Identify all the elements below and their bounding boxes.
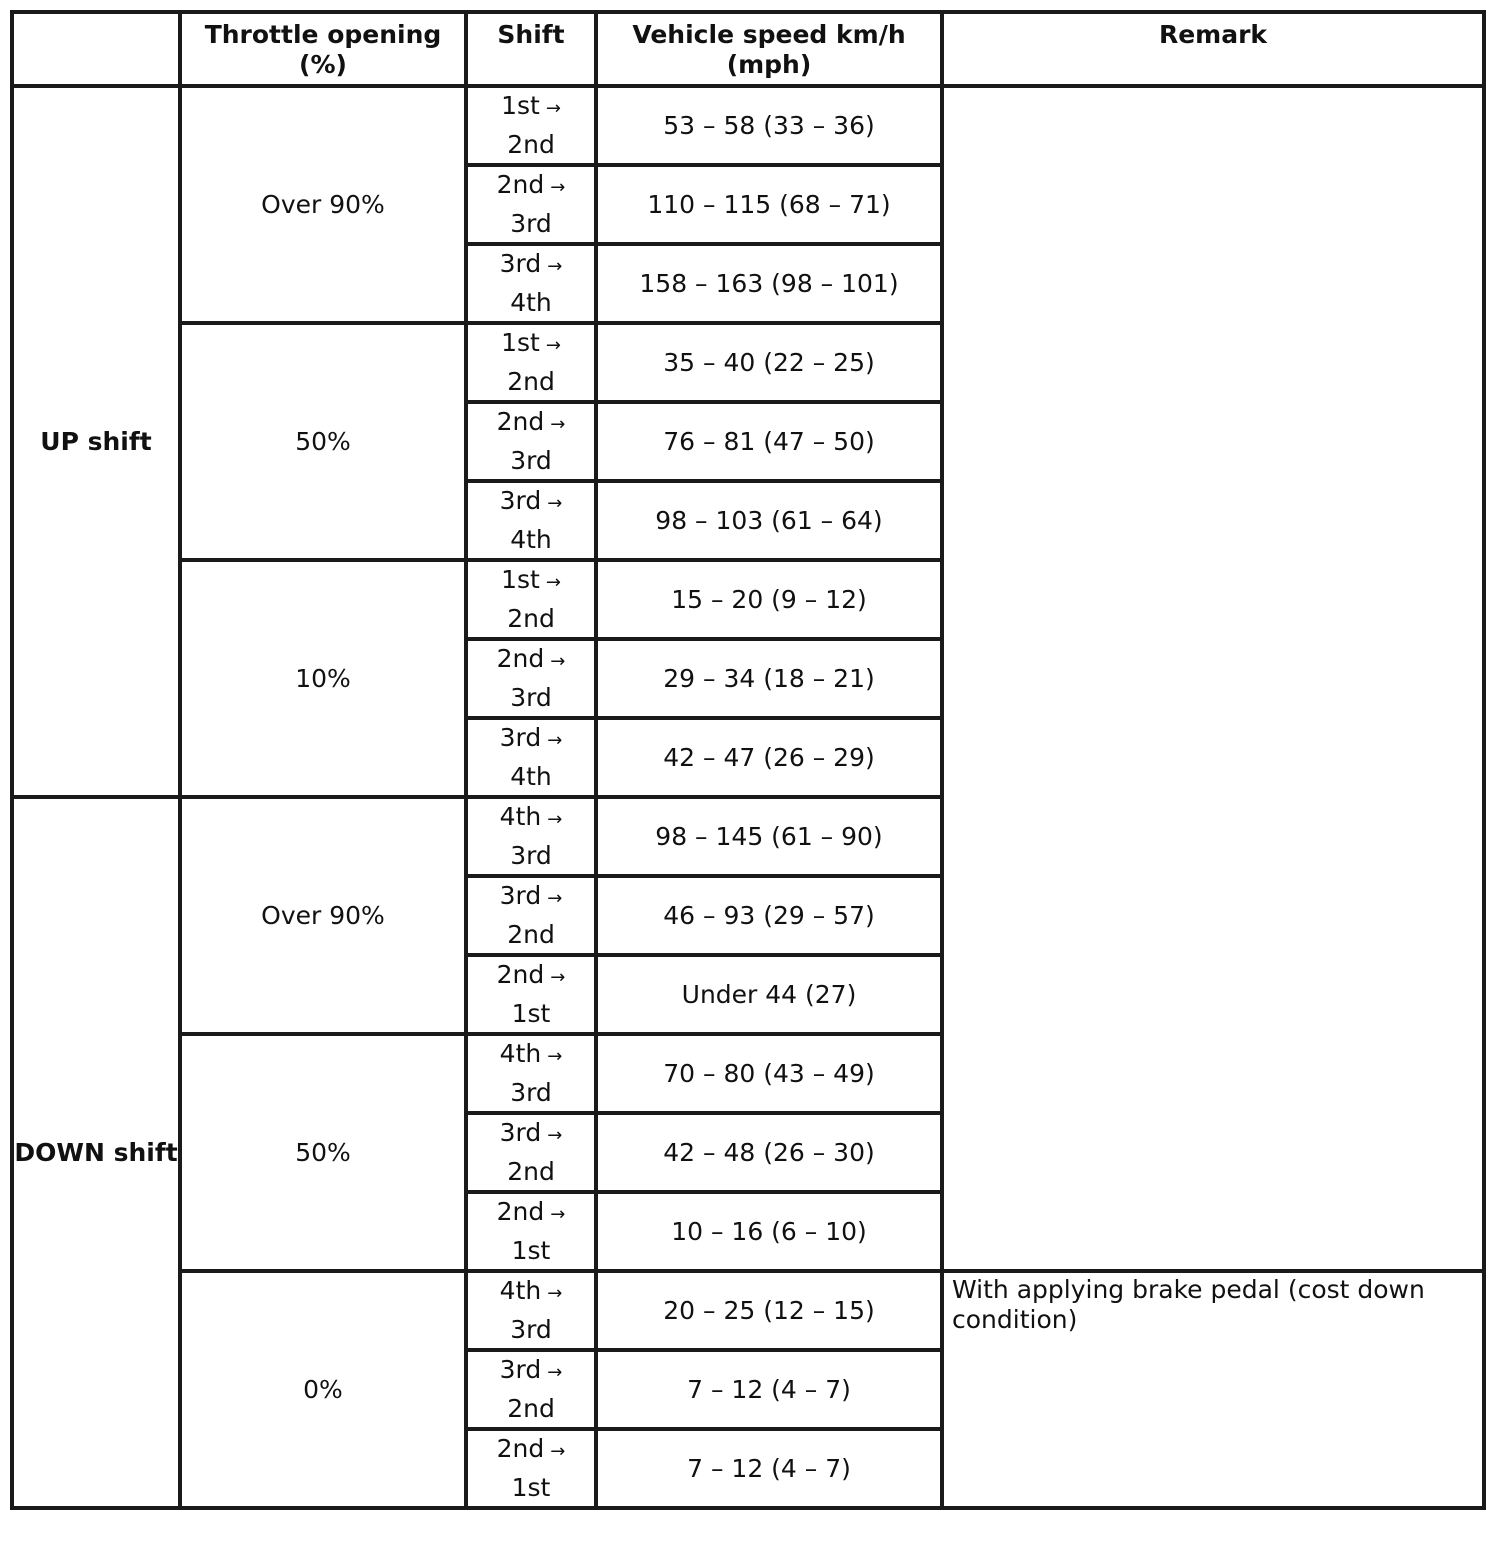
arrow-right-icon: → — [545, 335, 561, 356]
shift-from-text: 2nd — [496, 1434, 545, 1463]
shift-to-gear: 2nd — [507, 604, 555, 633]
shift-from-text: 2nd — [496, 407, 545, 436]
throttle-opening-cell: 0% — [180, 1271, 466, 1508]
header-remark: Remark — [942, 12, 1484, 86]
table-row — [12, 1271, 1484, 1350]
arrow-right-icon: → — [547, 1125, 563, 1146]
vehicle-speed-cell: 98 – 145 (61 – 90) — [596, 797, 942, 876]
shift-cell — [466, 955, 596, 1034]
shift-from-text: 3rd — [499, 249, 542, 278]
shift-from-gear — [468, 957, 594, 996]
shift-from-text: 2nd — [496, 644, 545, 673]
throttle-opening-cell: 50% — [180, 1034, 466, 1271]
shift-from-gear — [468, 246, 594, 285]
shift-from-text: 2nd — [496, 1197, 545, 1226]
vehicle-speed-cell: 70 – 80 (43 – 49) — [596, 1034, 942, 1113]
shift-cell — [466, 639, 596, 718]
vehicle-speed-cell: 46 – 93 (29 – 57) — [596, 876, 942, 955]
shift-to-gear: 2nd — [507, 367, 555, 396]
shift-to-gear: 3rd — [510, 683, 552, 712]
arrow-right-icon: → — [547, 730, 563, 751]
shift-from-text: 3rd — [499, 723, 542, 752]
shift-to-gear: 4th — [510, 525, 552, 554]
shift-from-gear — [468, 799, 594, 838]
vehicle-speed-cell: 98 – 103 (61 – 64) — [596, 481, 942, 560]
arrow-right-icon: → — [550, 1441, 566, 1462]
vehicle-speed-cell: 10 – 16 (6 – 10) — [596, 1192, 942, 1271]
shift-from-gear — [468, 1036, 594, 1075]
throttle-opening-cell: Over 90% — [180, 797, 466, 1034]
shift-from-text: 2nd — [496, 170, 545, 199]
arrow-right-icon: → — [550, 177, 566, 198]
vehicle-speed-cell: 110 – 115 (68 – 71) — [596, 165, 942, 244]
table-row — [12, 86, 1484, 165]
arrow-right-icon: → — [547, 888, 563, 909]
arrow-right-icon: → — [550, 1204, 566, 1225]
vehicle-speed-cell: 20 – 25 (12 – 15) — [596, 1271, 942, 1350]
shift-from-gear — [468, 720, 594, 759]
shift-from-gear — [468, 325, 594, 364]
shift-group-label: UP shift — [12, 86, 180, 797]
header-speed: Vehicle speed km/h (mph) — [596, 12, 942, 86]
shift-cell — [466, 797, 596, 876]
vehicle-speed-cell: 53 – 58 (33 – 36) — [596, 86, 942, 165]
header-shift: Shift — [466, 12, 596, 86]
arrow-right-icon: → — [550, 414, 566, 435]
shift-from-gear — [468, 562, 594, 601]
shift-cell — [466, 165, 596, 244]
throttle-opening-cell: 50% — [180, 323, 466, 560]
shift-cell — [466, 402, 596, 481]
vehicle-speed-cell: 7 – 12 (4 – 7) — [596, 1350, 942, 1429]
shift-cell — [466, 481, 596, 560]
shift-from-gear — [468, 1273, 594, 1312]
shift-from-text: 4th — [499, 802, 542, 831]
shift-to-gear: 4th — [510, 288, 552, 317]
arrow-right-icon: → — [547, 493, 563, 514]
arrow-right-icon: → — [550, 651, 566, 672]
shift-cell — [466, 1113, 596, 1192]
vehicle-speed-cell: 35 – 40 (22 – 25) — [596, 323, 942, 402]
shift-from-text: 1st — [501, 91, 540, 120]
shift-cell — [466, 560, 596, 639]
remark-cell-empty — [942, 86, 1484, 1271]
header-group — [12, 12, 180, 86]
shift-from-text: 3rd — [499, 486, 542, 515]
shift-cell — [466, 1192, 596, 1271]
shift-cell — [466, 86, 596, 165]
shift-speed-table — [10, 10, 1486, 1510]
shift-to-gear: 3rd — [510, 841, 552, 870]
header-throttle: Throttle opening (%) — [180, 12, 466, 86]
shift-cell — [466, 876, 596, 955]
arrow-right-icon: → — [547, 1046, 563, 1067]
shift-to-gear: 2nd — [507, 1394, 555, 1423]
remark-cell: With applying brake pedal (cost down condition) — [942, 1271, 1484, 1508]
shift-cell — [466, 1429, 596, 1508]
shift-from-gear — [468, 1352, 594, 1391]
vehicle-speed-cell: Under 44 (27) — [596, 955, 942, 1034]
shift-to-gear: 3rd — [510, 1078, 552, 1107]
shift-cell — [466, 718, 596, 797]
table-header-row — [12, 12, 1484, 86]
shift-from-gear — [468, 641, 594, 680]
shift-from-text: 1st — [501, 565, 540, 594]
shift-from-text: 4th — [499, 1039, 542, 1068]
arrow-right-icon: → — [547, 1362, 563, 1383]
table-body — [12, 86, 1484, 1508]
shift-cell — [466, 323, 596, 402]
arrow-right-icon: → — [545, 572, 561, 593]
shift-to-gear: 1st — [511, 1473, 551, 1502]
shift-from-gear — [468, 88, 594, 127]
shift-to-gear: 3rd — [510, 1315, 552, 1344]
arrow-right-icon: → — [547, 256, 563, 277]
vehicle-speed-cell: 76 – 81 (47 – 50) — [596, 402, 942, 481]
vehicle-speed-cell: 158 – 163 (98 – 101) — [596, 244, 942, 323]
arrow-right-icon: → — [545, 98, 561, 119]
shift-to-gear: 1st — [511, 999, 551, 1028]
shift-from-gear — [468, 1115, 594, 1154]
shift-from-text: 3rd — [499, 881, 542, 910]
shift-cell — [466, 1034, 596, 1113]
shift-cell — [466, 1271, 596, 1350]
shift-to-gear: 4th — [510, 762, 552, 791]
shift-from-text: 4th — [499, 1276, 542, 1305]
arrow-right-icon: → — [547, 809, 563, 830]
shift-from-text: 1st — [501, 328, 540, 357]
vehicle-speed-cell: 29 – 34 (18 – 21) — [596, 639, 942, 718]
shift-from-gear — [468, 1194, 594, 1233]
shift-from-text: 2nd — [496, 960, 545, 989]
shift-group-label: DOWN shift — [12, 797, 180, 1508]
shift-cell — [466, 244, 596, 323]
throttle-opening-cell: Over 90% — [180, 86, 466, 323]
shift-from-gear — [468, 483, 594, 522]
shift-to-gear: 3rd — [510, 209, 552, 238]
shift-from-gear — [468, 878, 594, 917]
shift-from-text: 3rd — [499, 1118, 542, 1147]
shift-to-gear: 2nd — [507, 1157, 555, 1186]
vehicle-speed-cell: 15 – 20 (9 – 12) — [596, 560, 942, 639]
throttle-opening-cell: 10% — [180, 560, 466, 797]
shift-from-gear — [468, 404, 594, 443]
arrow-right-icon: → — [547, 1283, 563, 1304]
vehicle-speed-cell: 42 – 47 (26 – 29) — [596, 718, 942, 797]
shift-from-gear — [468, 1431, 594, 1470]
shift-to-gear: 2nd — [507, 130, 555, 159]
vehicle-speed-cell: 42 – 48 (26 – 30) — [596, 1113, 942, 1192]
shift-from-gear — [468, 167, 594, 206]
arrow-right-icon: → — [550, 967, 566, 988]
shift-to-gear: 1st — [511, 1236, 551, 1265]
vehicle-speed-cell: 7 – 12 (4 – 7) — [596, 1429, 942, 1508]
shift-cell — [466, 1350, 596, 1429]
shift-to-gear: 3rd — [510, 446, 552, 475]
shift-from-text: 3rd — [499, 1355, 542, 1384]
shift-to-gear: 2nd — [507, 920, 555, 949]
